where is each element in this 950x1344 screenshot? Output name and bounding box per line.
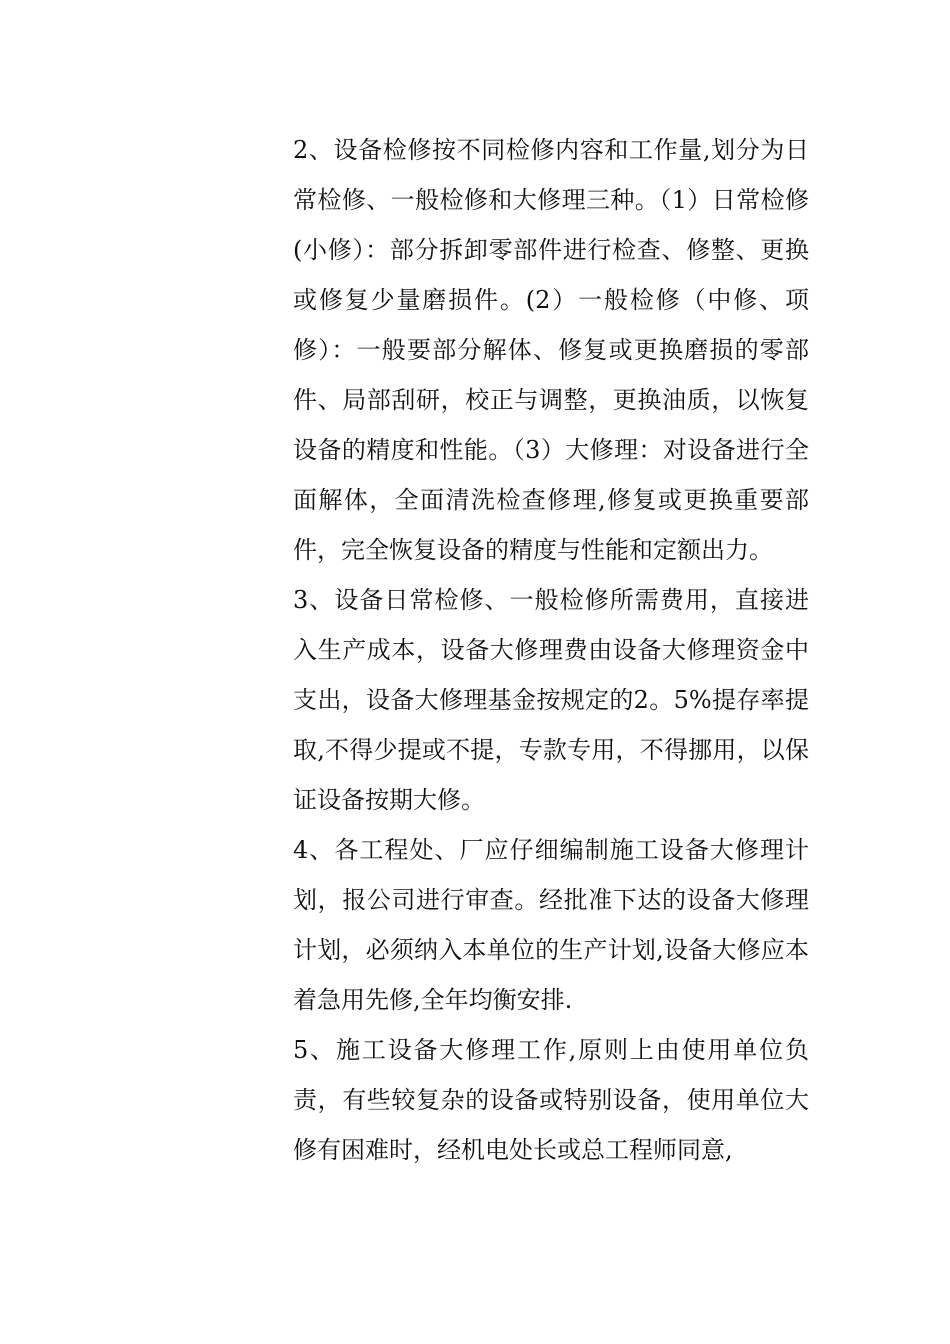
paragraph-3: 3、设备日常检修、一般检修所需费用，直接进入生产成本，设备大修理费由设备大修理资金中支出，设备大修理基金按规定的2。5%提存率提取,不得少提或不提，专款专用，不得挪用，以保证设备按期大修。 [293, 586, 809, 814]
document-body [293, 125, 809, 1175]
paragraph-4: 4、各工程处、厂应仔细编制施工设备大修理计划，报公司进行审查。经批准下达的设备大修理计划，必须纳入本单位的生产计划,设备大修应本着急用先修,全年均衡安排. [293, 836, 809, 1014]
paragraph-5: 5、施工设备大修理工作,原则上由使用单位负责，有些较复杂的设备或特别设备，使用单位大修有困难时，经机电处长或总工程师同意, [293, 1036, 809, 1164]
paragraph-2: 2、设备检修按不同检修内容和工作量,划分为日常检修、一般检修和大修理三种。（1）日常检修(小修）：部分拆卸零部件进行检查、修整、更换或修复少量磨损件。(2）一般检修（中修、项修）：一般要部分解体、修复或更换磨损的零部件、局部刮研，校正与调整，更换油质，以恢复设备的精度和性能。（3）大修理：对设备进行全面解体，全面清洗检查修理,修复或更换重要部件，完全恢复设备的精度与性能和定额出力。 [293, 136, 809, 564]
